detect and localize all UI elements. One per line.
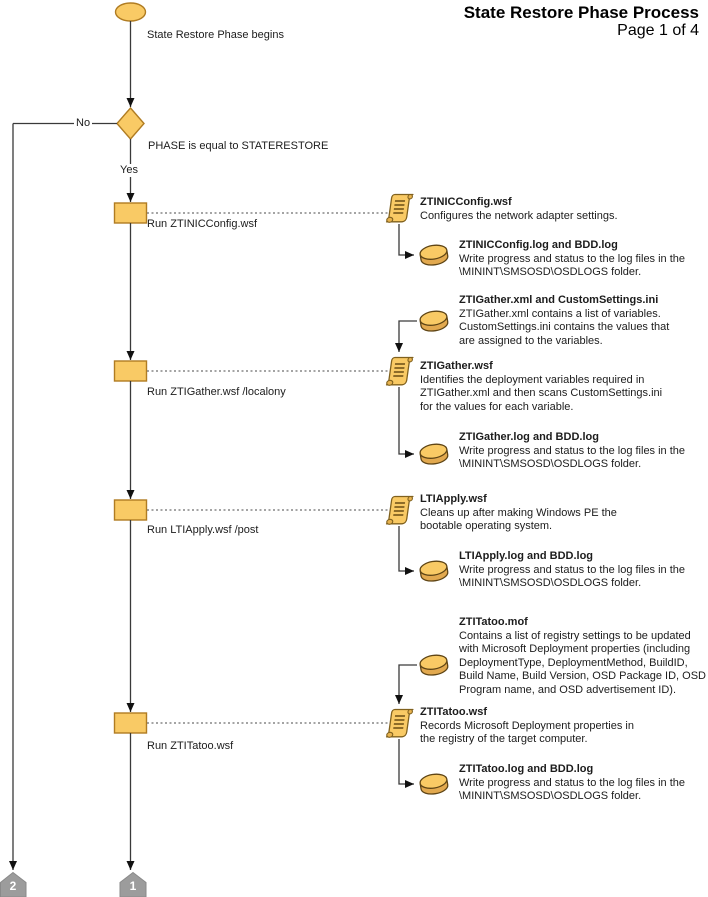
- annotation-ztitatoo-wsf: [420, 706, 642, 747]
- annotation-desc: Write progress and status to the log files in the \MININT\SMSOSD\OSDLOGS folder.: [459, 563, 686, 589]
- process-label-ztitatoo: Run ZTITatoo.wsf: [147, 740, 234, 752]
- annotation-desc: ZTIGather.xml contains a list of variables. CustomSettings.ini contains the values that are assigned to the variables.: [459, 307, 670, 347]
- annotation-ztinicconfig-wsf: [420, 196, 660, 223]
- annotation-desc: Write progress and status to the log files in the \MININT\SMSOSD\OSDLOGS folder.: [459, 776, 686, 802]
- annotation-title: ZTINICConfig.wsf: [420, 196, 512, 208]
- annotation-ltiapply-log: [459, 550, 707, 591]
- script-icon-ztinicconfig: [386, 195, 413, 223]
- process-box-ztigather: [115, 361, 147, 381]
- datastore-icon-ztitatoo-log: [419, 772, 449, 795]
- elbow-script3-to-log: [399, 526, 414, 571]
- decision-label: PHASE is equal to STATERESTORE: [148, 140, 329, 152]
- annotation-ztigather-xml: [459, 294, 687, 348]
- process-label-ztinicconfig: Run ZTINICConfig.wsf: [147, 218, 258, 230]
- annotation-desc: Records Microsoft Deployment properties in the registry of the target computer.: [420, 719, 634, 745]
- datastore-icon-ztitatoo-mof: [419, 653, 449, 676]
- annotation-title: ZTITatoo.mof: [459, 616, 528, 628]
- elbow-script2-to-log: [399, 387, 414, 454]
- annotation-desc: Cleans up after making Windows PE the bootable operating system.: [420, 506, 617, 532]
- annotation-desc: Write progress and status to the log files in the \MININT\SMSOSD\OSDLOGS folder.: [459, 444, 686, 470]
- elbow-script4-to-log: [399, 739, 414, 784]
- process-box-ltiapply: [115, 500, 147, 520]
- annotation-ltiapply-wsf: [420, 493, 628, 534]
- process-box-ztinicconfig: [115, 203, 147, 223]
- datastore-icon-ztinicconfig-log: [419, 243, 449, 266]
- start-terminator: [116, 3, 146, 21]
- annotation-ztigather-wsf: [420, 360, 672, 414]
- script-icon-ltiapply: [386, 497, 413, 525]
- datastore-icon-ztigather-xml: [419, 309, 449, 332]
- annotation-title: ZTITatoo.log and BDD.log: [459, 763, 594, 775]
- annotation-ztitatoo-log: [459, 763, 707, 804]
- datastore-icon-ztigather-log: [419, 442, 449, 465]
- annotation-ztigather-log: [459, 431, 689, 472]
- offpage-connector-2-label: 2: [9, 879, 17, 893]
- elbow-xml-to-script2: [399, 321, 417, 352]
- elbow-script1-to-log: [399, 224, 414, 255]
- annotation-title: ZTIGather.log and BDD.log: [459, 431, 599, 443]
- page-title: State Restore Phase Process: [463, 3, 699, 22]
- datastore-icon-ltiapply-log: [419, 559, 449, 582]
- elbow-mof-to-script4: [399, 665, 417, 704]
- process-label-ztigather: Run ZTIGather.wsf /localony: [147, 386, 286, 398]
- page-number: Page 1 of 4: [617, 22, 699, 39]
- script-icon-ztitatoo: [386, 710, 413, 738]
- annotation-title: LTIApply.wsf: [420, 493, 487, 505]
- annotation-ztinicconfig-log: [459, 239, 689, 280]
- annotation-ztitatoo-mof: [459, 616, 708, 697]
- page-title-block: [464, 3, 699, 40]
- annotation-title: ZTIGather.wsf: [420, 360, 493, 372]
- process-box-ztitatoo: [115, 713, 147, 733]
- process-label-ltiapply: Run LTIApply.wsf /post: [147, 524, 259, 536]
- annotation-title: ZTIGather.xml and CustomSettings.ini: [459, 294, 659, 306]
- offpage-connector-1-label: 1: [129, 879, 137, 893]
- annotation-title: LTIApply.log and BDD.log: [459, 550, 594, 562]
- annotation-desc: Write progress and status to the log files in the \MININT\SMSOSD\OSDLOGS folder.: [459, 252, 686, 278]
- annotation-desc: Contains a list of registry settings to be updated with Microsoft Deployment properties (including DeploymentType, DeploymentMethod, BuildID, Build Name, Build Version, OSD Package ID, OSD Program name, and OSD advertisement ID).: [459, 629, 706, 696]
- no-label: No: [76, 117, 91, 129]
- yes-label: Yes: [120, 164, 138, 176]
- annotation-desc: Configures the network adapter settings.: [420, 209, 618, 222]
- annotation-title: ZTITatoo.wsf: [420, 706, 488, 718]
- start-label: State Restore Phase begins: [147, 29, 284, 41]
- annotation-title: ZTINICConfig.log and BDD.log: [459, 239, 618, 251]
- annotation-desc: Identifies the deployment variables required in ZTIGather.xml and then scans CustomSettings.ini for the values for each variable.: [420, 373, 663, 413]
- decision-diamond: [117, 108, 144, 139]
- script-icon-ztigather: [386, 358, 413, 386]
